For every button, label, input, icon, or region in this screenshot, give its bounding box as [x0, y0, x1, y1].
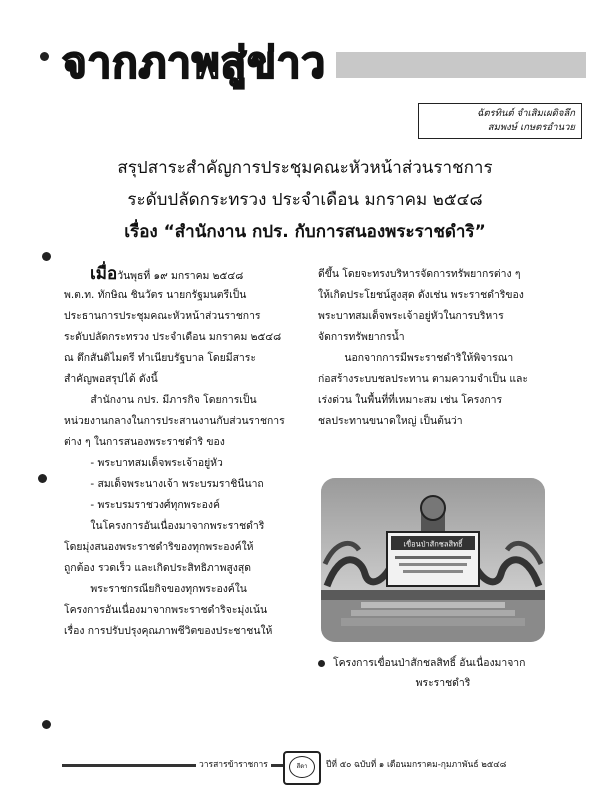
caption-bullet-icon: [318, 660, 325, 667]
text-line: ประธานการประชุมคณะหัวหน้าส่วนราชการ: [64, 310, 261, 322]
text-line: สำคัญพอสรุปได้ ดังนี้: [64, 373, 158, 385]
text-line: พระบาทสมเด็จพระเจ้าอยู่หัวในการบริหาร: [318, 310, 504, 322]
text-line: ในโครงการอันเนื่องมาจากพระราชดำริ: [64, 520, 265, 532]
footer-journal: วารสารข้าราชการ: [196, 757, 271, 771]
text-line: ถูกต้อง รวดเร็ว และเกิดประสิทธิภาพสูงสุด: [64, 562, 251, 574]
text-line: พ.ต.ท. ทักษิณ ชินวัตร นายกรัฐมนตรีเป็น: [64, 289, 247, 301]
right-column: [318, 264, 552, 432]
text-line: สำนักงาน กปร. มีภารกิจ โดยการเป็น: [64, 394, 257, 406]
text-line: โครงการอันเนื่องมาจากพระราชดำริจะมุ่งเน้น: [64, 604, 268, 616]
author-name: สมพงษ์ เกษตรอำนวย: [487, 121, 575, 133]
caption-line: โครงการเขื่อนป่าสักชลสิทธิ์ อันเนื่องมาจาก: [333, 657, 526, 669]
headline-line: เรื่อง “สำนักงาน กปร. กับการสนองพระราชดำริ”: [124, 222, 486, 242]
text-line: เรื่อง การปรับปรุงคุณภาพชีวิตของประชาชนให้: [64, 625, 273, 637]
footer-logo: [283, 751, 321, 785]
list-item: - พระบาทสมเด็จพระเจ้าอยู่หัว: [64, 457, 223, 469]
bullet-icon: [42, 720, 51, 729]
logo-mark: สีดา: [289, 756, 315, 778]
text-line: ระดับปลัดกระทรวง ประจำเดือน มกราคม ๒๕๔๘: [64, 331, 282, 343]
list-item: - สมเด็จพระนางเจ้า พระบรมราชินีนาถ: [64, 478, 264, 490]
dam-photo: [321, 478, 545, 642]
caption-line: พระราชดำริ: [415, 677, 471, 689]
list-item: - พระบรมราชวงศ์ทุกพระองค์: [64, 499, 220, 511]
headline-line: สรุปสาระสำคัญการประชุมคณะหัวหน้าส่วนราชการ: [117, 158, 493, 178]
dam-illustration: [321, 478, 545, 642]
text-line: โดยมุ่งสนองพระราชดำริของทุกพระองค์ให้: [64, 541, 254, 553]
text-line: [64, 264, 310, 285]
text-line: ให้เกิดประโยชน์สูงสุด ดังเช่น พระราชดำริของ: [318, 289, 524, 301]
text-line: จัดการทรัพยากรน้ำ: [318, 331, 405, 343]
photo-caption: [318, 653, 553, 693]
text-line: พระราชกรณียกิจของทุกพระองค์ใน: [64, 583, 247, 595]
sign-text: เขื่อนป่าสักชลสิทธิ์: [403, 539, 463, 549]
header-rule: [336, 52, 586, 78]
author-box: [418, 103, 582, 139]
left-column: [64, 264, 310, 642]
text-line: วันพุธที่ ๑๙ มกราคม ๒๕๔๘: [117, 270, 244, 282]
text-line: ต่าง ๆ ในการสนองพระราชดำริ ของ: [64, 436, 225, 448]
text-line: ณ ตึกสันติไมตรี ทำเนียบรัฐบาล โดยมีสาระ: [64, 352, 256, 364]
section-title: จากภาพสู่ข่าว: [62, 38, 327, 87]
dropcap: เมื่อ: [90, 264, 118, 284]
text-line: เร่งด่วน ในพื้นที่ที่เหมาะสม เช่น โครงการ: [318, 394, 503, 406]
text-line: ชลประทานขนาดใหญ่ เป็นต้นว่า: [318, 415, 463, 427]
text-line: หน่วยงานกลางในการประสานงานกับส่วนราชการ: [64, 415, 285, 427]
bullet-icon: [40, 52, 49, 61]
headline-line: ระดับปลัดกระทรวง ประจำเดือน มกราคม ๒๕๔๘: [127, 190, 483, 210]
bullet-icon: [38, 474, 47, 483]
bullet-icon: [42, 252, 51, 261]
footer-issue: ปีที่ ๕๐ ฉบับที่ ๑ เดือนมกราคม-กุมภาพันธ์ ๒๕๔๘: [326, 760, 507, 770]
author-name: ฉัตรทินต์ จำเสิมเผดิจลึก: [476, 108, 575, 119]
text-line: ก่อสร้างระบบชลประทาน ตามความจำเป็น และ: [318, 373, 529, 385]
text-line: ดีขึ้น โดยจะทรงบริหารจัดการทรัพยากรต่าง ๆ: [318, 268, 521, 280]
text-line: นอกจากการมีพระราชดำริให้พิจารณา: [318, 352, 514, 364]
